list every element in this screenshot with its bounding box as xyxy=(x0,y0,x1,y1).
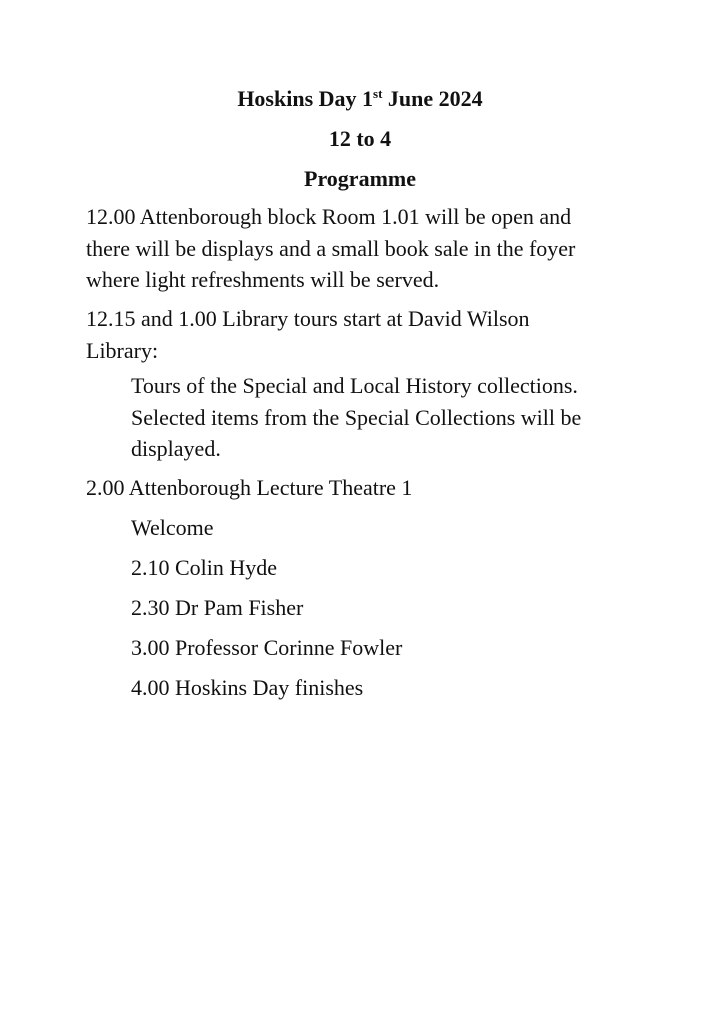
tours-line: Library: xyxy=(86,337,159,363)
intro-line: 12.00 Attenborough block Room 1.01 will be open and xyxy=(86,204,572,229)
programme-heading: Programme xyxy=(304,166,416,191)
title-prefix: Hoskins Day 1 xyxy=(237,86,374,111)
schedule-item: 2.30 Dr Pam Fisher xyxy=(131,595,304,620)
tours-line: 12.15 and 1.00 Library tours start at David Wilson xyxy=(86,306,530,331)
intro-line: there will be displays and a small book sale in the foyer xyxy=(86,235,576,261)
lecture-heading: 2.00 Attenborough Lecture Theatre 1 xyxy=(86,475,413,500)
title-ordinal-suffix: st xyxy=(373,86,383,101)
tours-detail-line: displayed. xyxy=(131,436,221,461)
event-title xyxy=(0,86,720,112)
schedule-item: 3.00 Professor Corinne Fowler xyxy=(131,635,403,660)
tours-detail-line: Selected items from the Special Collections will be xyxy=(131,404,582,430)
tours-detail-line: Tours of the Special and Local History collections. xyxy=(131,373,578,398)
event-time-range: 12 to 4 xyxy=(328,126,392,151)
intro-line: where light refreshments will be served. xyxy=(86,267,440,292)
library-tours-paragraph xyxy=(86,303,530,366)
schedule-item: 2.10 Colin Hyde xyxy=(131,555,278,580)
schedule-item: 4.00 Hoskins Day finishes xyxy=(131,675,364,700)
intro-paragraph xyxy=(86,201,575,296)
tours-detail-paragraph xyxy=(131,370,581,465)
title-suffix: June 2024 xyxy=(382,86,483,111)
schedule-item: Welcome xyxy=(131,515,214,540)
